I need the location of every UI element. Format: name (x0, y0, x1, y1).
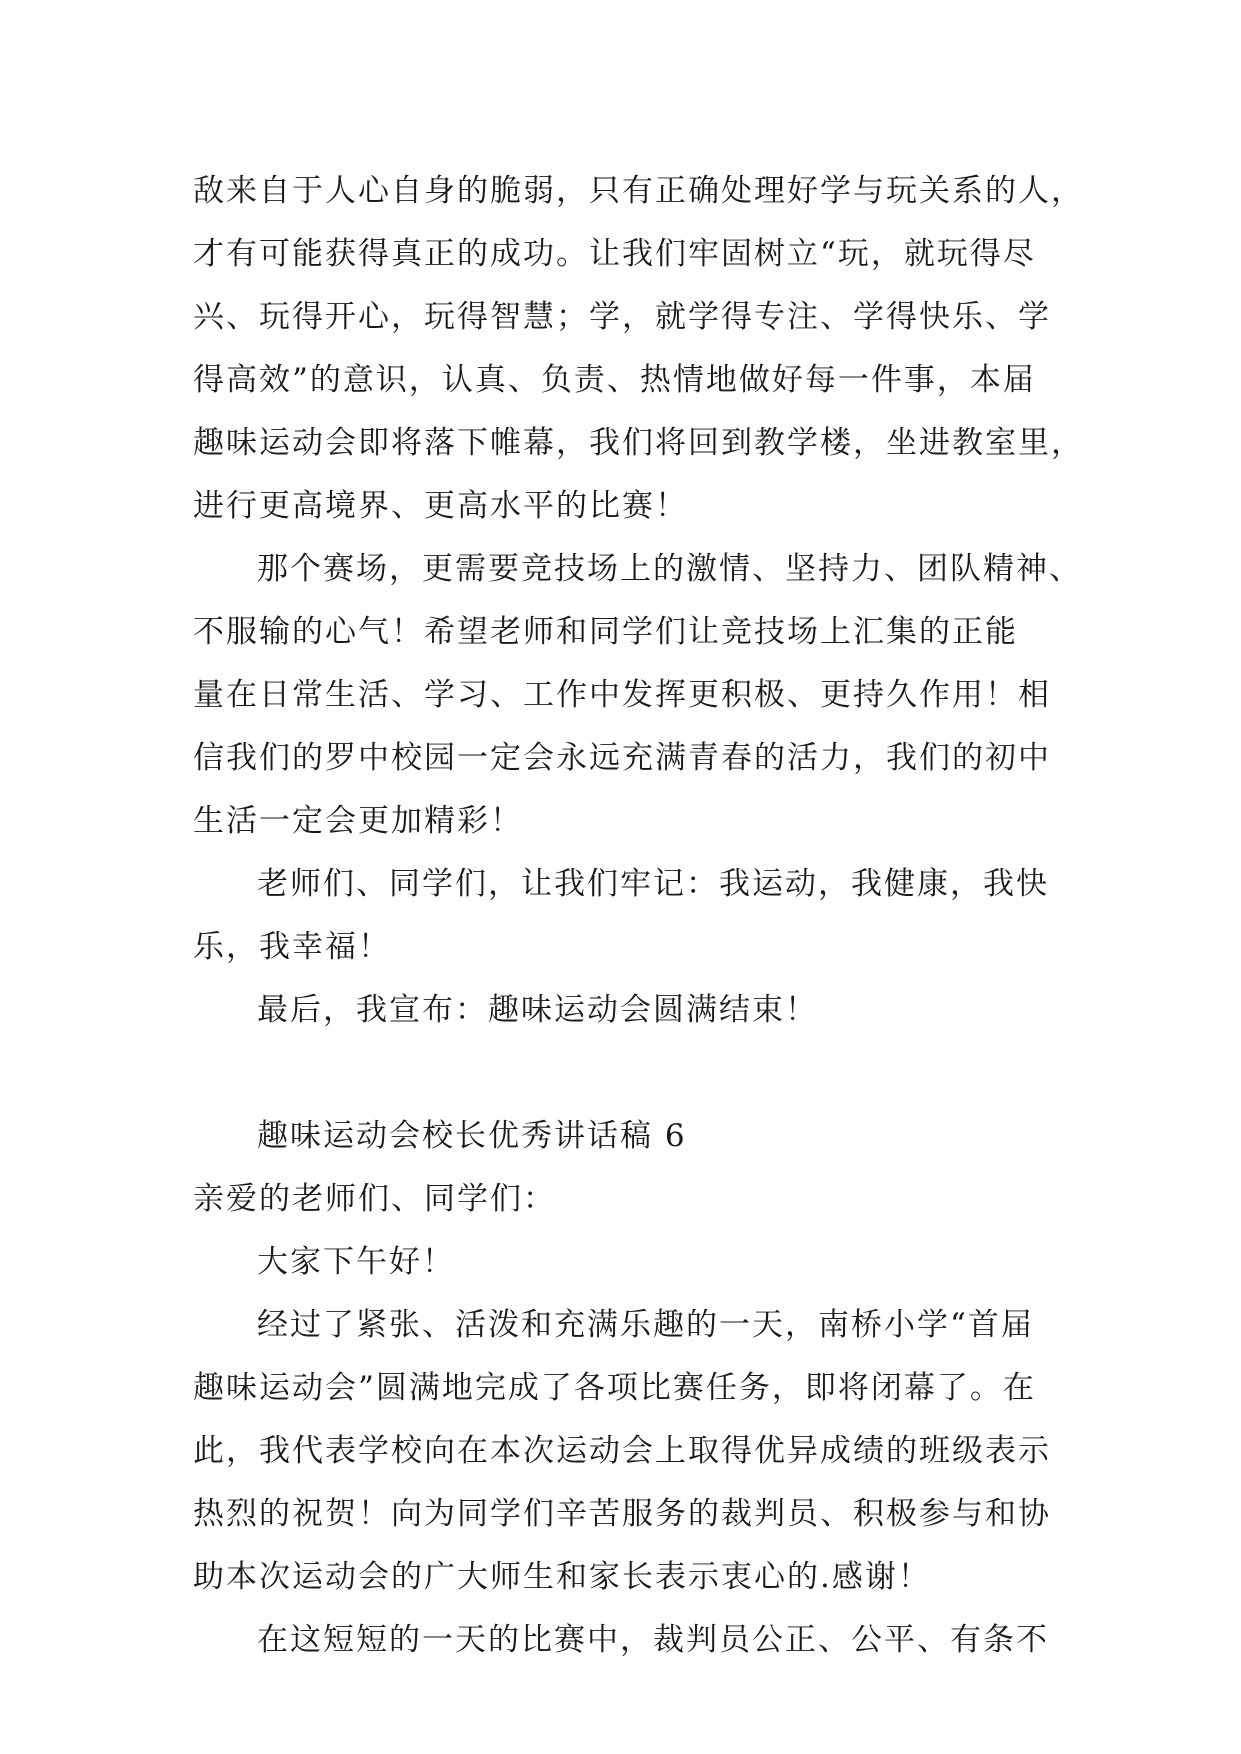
paragraph-4 (193, 979, 1053, 1042)
paragraph-3 (193, 853, 1053, 979)
text-line: 兴、玩得开心，玩得智慧；学，就学得专注、学得快乐、学 (193, 299, 1051, 335)
text-line: 量在日常生活、学习、工作中发挥更积极、更持久作用！相 (193, 677, 1051, 713)
paragraph-5 (193, 1294, 1053, 1609)
salutation: 亲爱的老师们、同学们： (193, 1181, 556, 1217)
text-line: 那个赛场，更需要竞技场上的激情、坚持力、团队精神、 (257, 551, 1082, 587)
text-line: 不服输的心气！希望老师和同学们让竞技场上汇集的正能 (193, 614, 1018, 650)
text-line: 趣味运动会”圆满地完成了各项比赛任务，即将闭幕了。在 (193, 1370, 1036, 1406)
text-line: 进行更高境界、更高水平的比赛！ (193, 488, 688, 524)
text-line: 乐，我幸福！ (193, 929, 391, 965)
text-line: 最后，我宣布：趣味运动会圆满结束！ (257, 992, 818, 1028)
paragraph-1 (193, 160, 1084, 538)
section-title: 趣味运动会校长优秀讲话稿 6 (257, 1118, 687, 1154)
document-body (193, 160, 1084, 1672)
text-line: 才有可能获得真正的成功。让我们牢固树立“玩，就玩得尽 (193, 236, 1036, 272)
text-line: 趣味运动会即将落下帷幕，我们将回到教学楼，坐进教室里， (193, 425, 1084, 461)
text-line: 在这短短的一天的比赛中，裁判员公正、公平、有条不 (257, 1622, 1049, 1658)
text-line: 信我们的罗中校园一定会永远充满青春的活力，我们的初中 (193, 740, 1051, 776)
text-line: 敌来自于人心自身的脆弱，只有正确处理好学与玩关系的人， (193, 173, 1084, 209)
section-spacer (193, 1042, 1053, 1105)
text-line: 此，我代表学校向在本次运动会上取得优异成绩的班级表示 (193, 1433, 1051, 1469)
paragraph-2 (193, 538, 1082, 853)
greeting: 大家下午好！ (257, 1244, 455, 1280)
text-line: 热烈的祝贺！向为同学们辛苦服务的裁判员、积极参与和协 (193, 1496, 1051, 1532)
text-line: 经过了紧张、活泼和充满乐趣的一天，南桥小学“首届 (257, 1307, 1034, 1343)
text-line: 老师们、同学们，让我们牢记：我运动，我健康，我快 (257, 866, 1049, 902)
text-line: 得高效”的意识，认真、负责、热情地做好每一件事，本届 (193, 362, 1036, 398)
text-line: 生活一定会更加精彩！ (193, 803, 523, 839)
paragraph-6 (193, 1609, 1053, 1672)
text-line: 助本次运动会的广大师生和家长表示衷心的.感谢！ (193, 1559, 931, 1595)
